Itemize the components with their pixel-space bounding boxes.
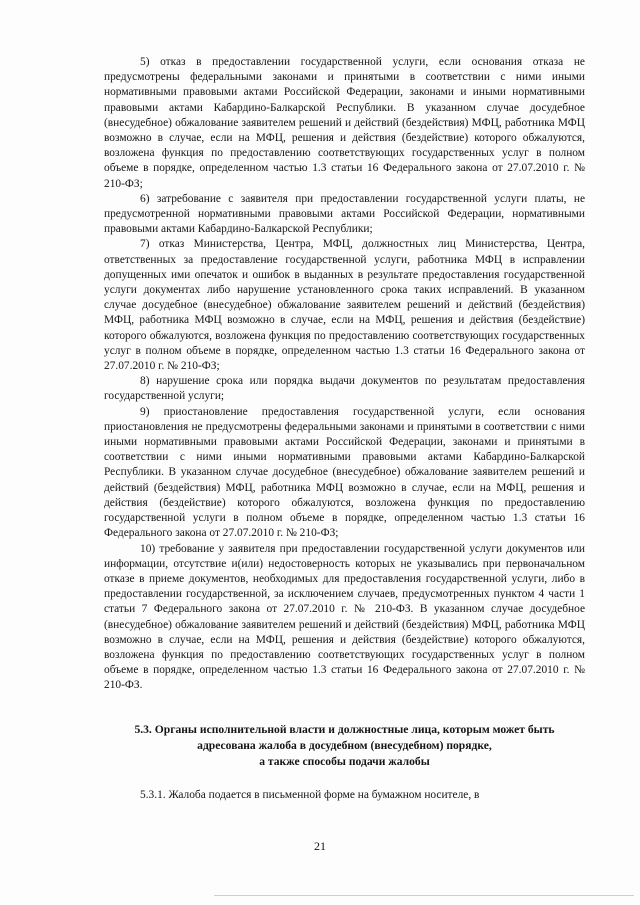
paragraph-item-9: 9) приостановление предоставления государственной услуги, если основания приостановления не предусмотрены федеральными законами и принятыми в соответствии с ними иными нормативными правовыми актами Российской Федерации, законами и принятыми в соответствии с ними иными нормативными правовыми актами Кабардино-Балкарской Республики. В указанном случае досудебное (внесудебное) обжалование заявителем решений и действий (бездействия) МФЦ, работника МФЦ возможно в случае, если на МФЦ, решения и действия (бездействие) которого обжалуются, возложена функция по предоставлению государственной услуги в полном объеме в порядке, определенном частью 1.3 статьи 16 Федерального закона от 27.07.2010 г. № 210-ФЗ;	[104, 405, 585, 540]
section-heading-line-2: адресована жалоба в досудебном (внесудебном) порядке,	[197, 738, 492, 752]
scan-edge-line	[214, 895, 634, 896]
section-heading	[104, 722, 585, 770]
section-heading-line-1: 5.3. Органы исполнительной власти и должностные лица, которым может быть	[134, 722, 555, 736]
paragraph-item-8: 8) нарушение срока или порядка выдачи документов по результатам предоставления государственной услуги;	[104, 375, 585, 403]
paragraph-item-6: 6) затребование с заявителя при предоставлении государственной услуги платы, не предусмотренной нормативными правовыми актами Российской Федерации, нормативными правовыми актами Кабардино-Балкарской Республики;	[104, 192, 585, 236]
page-body	[104, 55, 585, 803]
section-heading-line-3: а также способы подачи жалобы	[259, 754, 430, 768]
subsection-5-3-1: 5.3.1. Жалоба подается в письменной форме на бумажном носителе, в	[140, 788, 480, 801]
paragraph-item-10: 10) требование у заявителя при предоставлении государственной услуги документов или информации, отсутствие и(или) недостоверность которых не указывались при первоначальном отказе в приеме документов, необходимых для предоставления государственной услуги, либо в предоставлении государственной, за исключением случаев, предусмотренных пунктом 4 части 1 статьи 7 Федерального закона от 27.07.2010 г. № 210-ФЗ. В указанном случае досудебное (внесудебное) обжалование заявителем решений и действий (бездействия) МФЦ, работника МФЦ возможно в случае, если на МФЦ, решения и действия (бездействие) которого обжалуются, возложена функция по предоставлению соответствующих государственных услуг в полном объеме в порядке, определенном частью 1.3 статьи 16 Федерального закона от 27.07.2010 г. № 210-ФЗ.	[104, 542, 585, 692]
page-number: 21	[314, 839, 326, 853]
paragraph-item-5: 5) отказ в предоставлении государственной услуги, если основания отказа не предусмотрены федеральными законами и принятыми в соответствии с ними иными нормативными правовыми актами Российской Федерации, законами и иными нормативными правовыми актами Кабардино-Балкарской Республики. В указанном случае досудебное (внесудебное) обжалование заявителем решений и действий (бездействия) МФЦ, работника МФЦ возможно в случае, если на МФЦ, решения и действия (бездействие) которого обжалуются, возложена функция по предоставлению соответствующих государственных услуг в полном объеме в порядке, определенном частью 1.3 статьи 16 Федерального закона от 27.07.2010 г. № 210-ФЗ;	[104, 56, 585, 190]
paragraph-item-7: 7) отказ Министерства, Центра, МФЦ, должностных лиц Министерства, Центра, ответственных за предоставление государственной услуги, работника МФЦ в исправлении допущенных ими опечаток и ошибок в выданных в результате предоставления государственной услуги документах либо нарушение установленного срока таких исправлений. В указанном случае досудебное (внесудебное) обжалование заявителем решений и действий (бездействия) МФЦ, работника МФЦ возможно в случае, если на МФЦ, решения и действия (бездействие) которого обжалуются, возложена функция по предоставлению соответствующих государственных услуг в полном объеме в порядке, определенном частью 1.3 статьи 16 Федерального закона от 27.07.2010 г. № 210-ФЗ;	[104, 238, 585, 373]
